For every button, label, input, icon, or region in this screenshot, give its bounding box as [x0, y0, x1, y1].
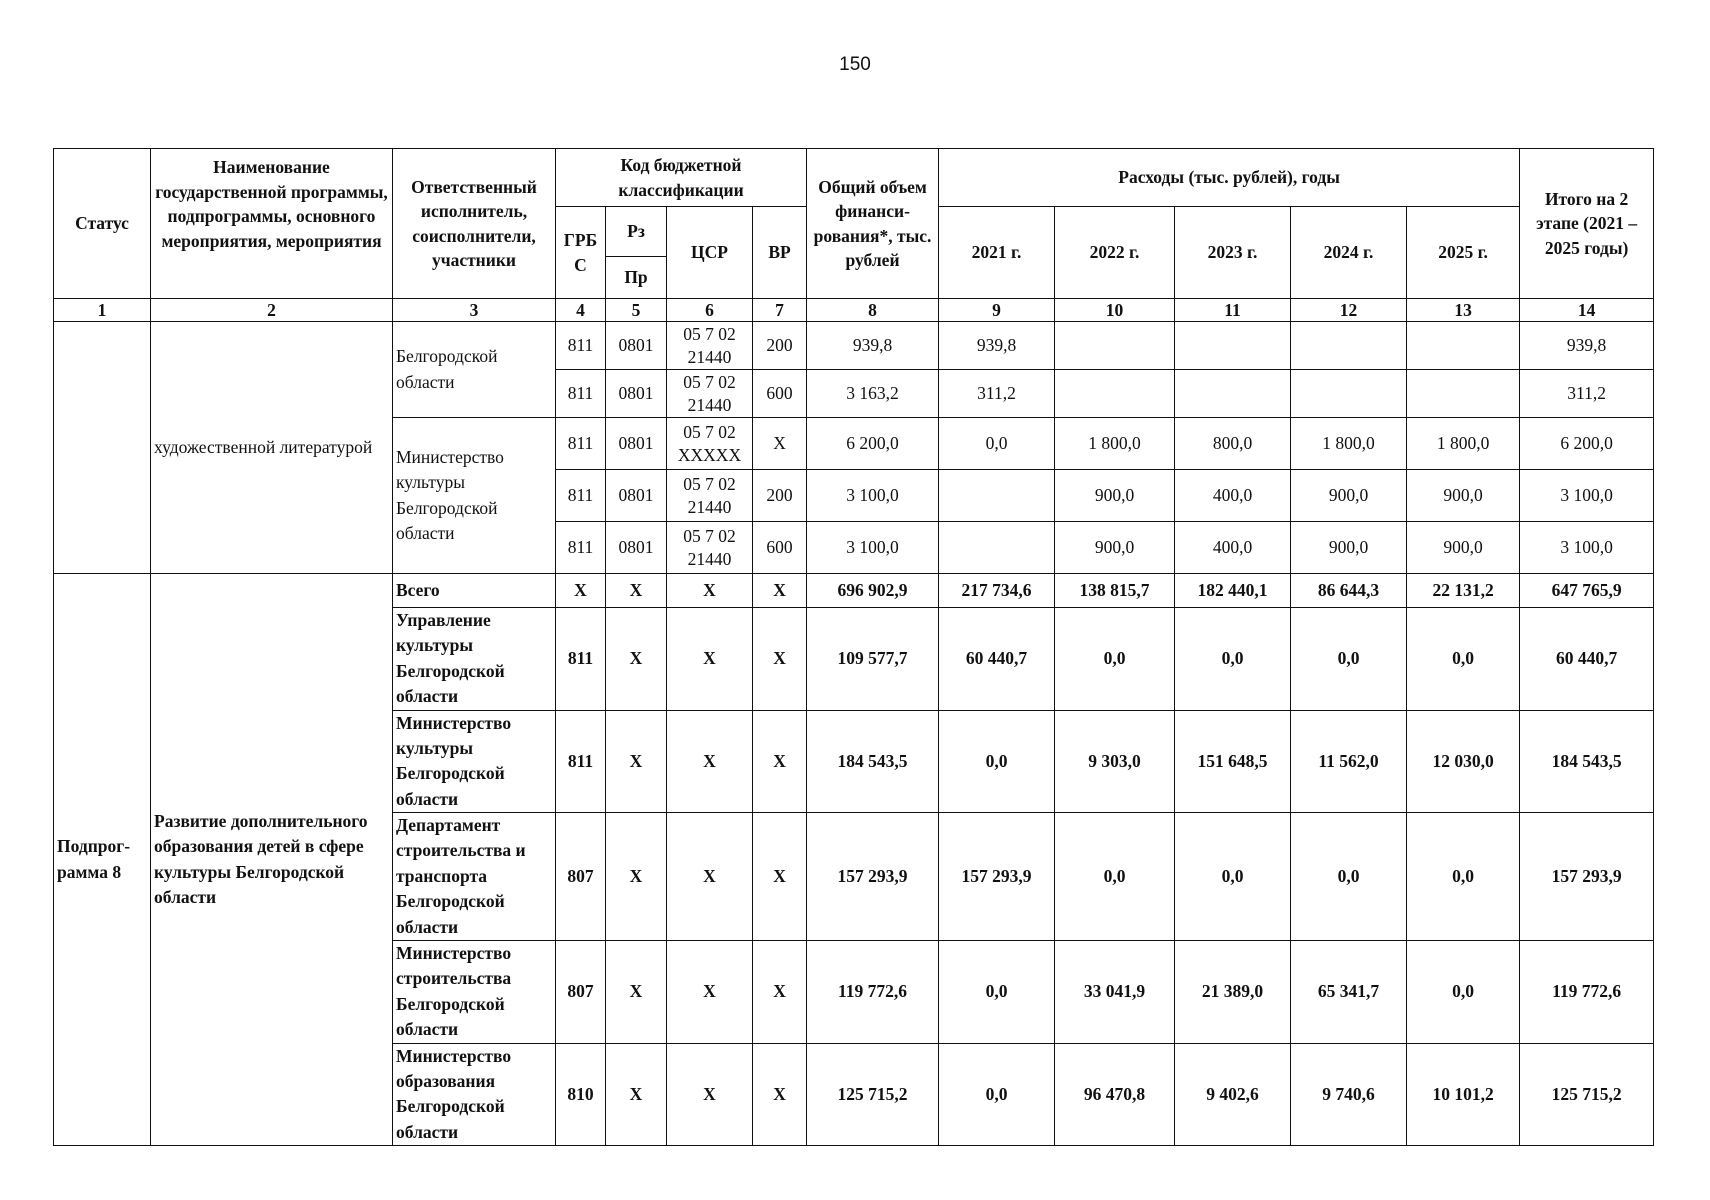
- total-cell: 3 100,0: [807, 470, 939, 522]
- column-number: 10: [1055, 299, 1175, 322]
- stage-total-cell: 311,2: [1520, 370, 1654, 418]
- header-status: Статус: [54, 149, 151, 299]
- column-number: 7: [753, 299, 807, 322]
- year-2022-cell: 9 303,0: [1055, 710, 1175, 813]
- csr-cell: 05 7 02 21440: [667, 522, 753, 574]
- year-2021-cell: 0,0: [939, 710, 1055, 813]
- csr-cell: Х: [667, 574, 753, 608]
- executor-cell: Департамент строительства и транспорта Белгородской области: [393, 813, 556, 941]
- executor-cell: Министерство строительства Белгородской области: [393, 941, 556, 1044]
- year-2022-cell: 96 470,8: [1055, 1043, 1175, 1146]
- budget-table: [53, 148, 1654, 1146]
- stage-total-cell: 6 200,0: [1520, 418, 1654, 470]
- column-number: 4: [556, 299, 606, 322]
- csr-cell: Х: [667, 608, 753, 711]
- year-2023-cell: 182 440,1: [1175, 574, 1291, 608]
- year-2021-cell: [939, 470, 1055, 522]
- vr-cell: 200: [753, 470, 807, 522]
- year-2025-cell: 12 030,0: [1407, 710, 1520, 813]
- vr-cell: Х: [753, 941, 807, 1044]
- year-2022-cell: 33 041,9: [1055, 941, 1175, 1044]
- csr-cell: 05 7 02 XXXXX: [667, 418, 753, 470]
- executor-cell: Министерство образования Белгородской области: [393, 1043, 556, 1146]
- stage-total-cell: 157 293,9: [1520, 813, 1654, 941]
- total-cell: 3 163,2: [807, 370, 939, 418]
- year-2025-cell: 0,0: [1407, 941, 1520, 1044]
- grbs-cell: 811: [556, 470, 606, 522]
- year-2024-cell: 86 644,3: [1291, 574, 1407, 608]
- event-name: художественной литературой: [151, 322, 393, 574]
- total-cell: 939,8: [807, 322, 939, 370]
- year-2022-cell: 1 800,0: [1055, 418, 1175, 470]
- executor-cell: Министерство культуры Белгородской области: [393, 710, 556, 813]
- column-number: 8: [807, 299, 939, 322]
- year-2024-cell: 1 800,0: [1291, 418, 1407, 470]
- column-number: 13: [1407, 299, 1520, 322]
- year-2025-cell: [1407, 322, 1520, 370]
- year-2025-cell: 1 800,0: [1407, 418, 1520, 470]
- rz-cell: 0801: [606, 522, 667, 574]
- header-total-volume: Общий объем финанси-рования*, тыс. рублей: [807, 149, 939, 299]
- year-2025-cell: 0,0: [1407, 813, 1520, 941]
- table-row: [54, 574, 1654, 608]
- vr-cell: 200: [753, 322, 807, 370]
- executor-cell: Министерство культуры Белгородской области: [393, 418, 556, 574]
- column-number: 11: [1175, 299, 1291, 322]
- vr-cell: Х: [753, 813, 807, 941]
- header-executor: Ответственный исполнитель, соисполнители, участники: [393, 149, 556, 299]
- column-number: 1: [54, 299, 151, 322]
- header-year-2025: 2025 г.: [1407, 207, 1520, 299]
- grbs-cell: 811: [556, 710, 606, 813]
- rz-cell: Х: [606, 941, 667, 1044]
- year-2021-cell: 0,0: [939, 941, 1055, 1044]
- total-cell: 3 100,0: [807, 522, 939, 574]
- year-2023-cell: 0,0: [1175, 608, 1291, 711]
- stage-total-cell: 3 100,0: [1520, 522, 1654, 574]
- total-cell: 157 293,9: [807, 813, 939, 941]
- year-2024-cell: 9 740,6: [1291, 1043, 1407, 1146]
- year-2021-cell: 217 734,6: [939, 574, 1055, 608]
- column-number: 6: [667, 299, 753, 322]
- stage-total-cell: 3 100,0: [1520, 470, 1654, 522]
- vr-cell: Х: [753, 1043, 807, 1146]
- subprogram-name: Развитие дополнительного образования детей в сфере культуры Белгородской области: [151, 574, 393, 1146]
- year-2023-cell: 151 648,5: [1175, 710, 1291, 813]
- grbs-cell: 811: [556, 370, 606, 418]
- year-2022-cell: 0,0: [1055, 608, 1175, 711]
- year-2023-cell: [1175, 322, 1291, 370]
- year-2021-cell: 939,8: [939, 322, 1055, 370]
- total-cell: 109 577,7: [807, 608, 939, 711]
- vr-cell: Х: [753, 574, 807, 608]
- stage-total-cell: 939,8: [1520, 322, 1654, 370]
- csr-cell: 05 7 02 21440: [667, 322, 753, 370]
- grbs-cell: 811: [556, 522, 606, 574]
- csr-cell: Х: [667, 1043, 753, 1146]
- year-2022-cell: 0,0: [1055, 813, 1175, 941]
- grbs-cell: 807: [556, 941, 606, 1044]
- column-number: 12: [1291, 299, 1407, 322]
- year-2023-cell: 400,0: [1175, 470, 1291, 522]
- header-name: Наименование государственной программы, подпрограммы, основного мероприятия, мероприятия: [151, 149, 393, 299]
- rz-cell: Х: [606, 710, 667, 813]
- grbs-cell: 811: [556, 608, 606, 711]
- year-2021-cell: 0,0: [939, 1043, 1055, 1146]
- vr-cell: 600: [753, 522, 807, 574]
- year-2024-cell: [1291, 370, 1407, 418]
- stage-total-cell: 119 772,6: [1520, 941, 1654, 1044]
- grbs-cell: 810: [556, 1043, 606, 1146]
- year-2022-cell: 138 815,7: [1055, 574, 1175, 608]
- year-2025-cell: [1407, 370, 1520, 418]
- year-2025-cell: 900,0: [1407, 522, 1520, 574]
- year-2024-cell: [1291, 322, 1407, 370]
- status-cell: Подпрог- рамма 8: [54, 574, 151, 1146]
- executor-cell: Белгородской области: [393, 322, 556, 418]
- year-2021-cell: 311,2: [939, 370, 1055, 418]
- header-csr: ЦСР: [667, 207, 753, 299]
- year-2024-cell: 900,0: [1291, 522, 1407, 574]
- year-2021-cell: 0,0: [939, 418, 1055, 470]
- grbs-cell: 807: [556, 813, 606, 941]
- total-cell: 125 715,2: [807, 1043, 939, 1146]
- column-number: 9: [939, 299, 1055, 322]
- rz-cell: Х: [606, 574, 667, 608]
- rz-cell: Х: [606, 608, 667, 711]
- year-2022-cell: 900,0: [1055, 470, 1175, 522]
- header-rz: Рз: [606, 207, 667, 257]
- year-2022-cell: [1055, 370, 1175, 418]
- executor-cell: Всего: [393, 574, 556, 608]
- year-2025-cell: 0,0: [1407, 608, 1520, 711]
- header-year-2022: 2022 г.: [1055, 207, 1175, 299]
- rz-cell: 0801: [606, 470, 667, 522]
- stage-total-cell: 184 543,5: [1520, 710, 1654, 813]
- csr-cell: 05 7 02 21440: [667, 370, 753, 418]
- vr-cell: Х: [753, 608, 807, 711]
- rz-cell: 0801: [606, 370, 667, 418]
- year-2025-cell: 22 131,2: [1407, 574, 1520, 608]
- year-2023-cell: [1175, 370, 1291, 418]
- year-2023-cell: 0,0: [1175, 813, 1291, 941]
- csr-cell: Х: [667, 710, 753, 813]
- total-cell: 6 200,0: [807, 418, 939, 470]
- csr-cell: Х: [667, 813, 753, 941]
- rz-cell: Х: [606, 813, 667, 941]
- header-year-2023: 2023 г.: [1175, 207, 1291, 299]
- rz-cell: Х: [606, 1043, 667, 1146]
- header-stage-total: Итого на 2 этапе (2021 – 2025 годы): [1520, 149, 1654, 299]
- csr-cell: 05 7 02 21440: [667, 470, 753, 522]
- year-2024-cell: 900,0: [1291, 470, 1407, 522]
- year-2025-cell: 10 101,2: [1407, 1043, 1520, 1146]
- header-budget-code: Код бюджетной классификации: [556, 149, 807, 207]
- year-2023-cell: 400,0: [1175, 522, 1291, 574]
- year-2023-cell: 9 402,6: [1175, 1043, 1291, 1146]
- grbs-cell: Х: [556, 574, 606, 608]
- year-2021-cell: [939, 522, 1055, 574]
- column-number: 5: [606, 299, 667, 322]
- year-2021-cell: 60 440,7: [939, 608, 1055, 711]
- year-2024-cell: 11 562,0: [1291, 710, 1407, 813]
- csr-cell: Х: [667, 941, 753, 1044]
- vr-cell: Х: [753, 418, 807, 470]
- year-2022-cell: [1055, 322, 1175, 370]
- grbs-cell: 811: [556, 418, 606, 470]
- rz-cell: 0801: [606, 418, 667, 470]
- header-vr: ВР: [753, 207, 807, 299]
- header-grbs: ГРБ С: [556, 207, 606, 299]
- header-year-2024: 2024 г.: [1291, 207, 1407, 299]
- total-cell: 696 902,9: [807, 574, 939, 608]
- column-number: 3: [393, 299, 556, 322]
- header-pr: Пр: [606, 257, 667, 299]
- header-year-2021: 2021 г.: [939, 207, 1055, 299]
- year-2021-cell: 157 293,9: [939, 813, 1055, 941]
- year-2024-cell: 0,0: [1291, 608, 1407, 711]
- year-2023-cell: 21 389,0: [1175, 941, 1291, 1044]
- stage-total-cell: 647 765,9: [1520, 574, 1654, 608]
- total-cell: 184 543,5: [807, 710, 939, 813]
- stage-total-cell: 60 440,7: [1520, 608, 1654, 711]
- total-cell: 119 772,6: [807, 941, 939, 1044]
- vr-cell: Х: [753, 710, 807, 813]
- table-row: [54, 322, 1654, 370]
- status-cell: [54, 322, 151, 574]
- year-2024-cell: 0,0: [1291, 813, 1407, 941]
- year-2023-cell: 800,0: [1175, 418, 1291, 470]
- year-2025-cell: 900,0: [1407, 470, 1520, 522]
- rz-cell: 0801: [606, 322, 667, 370]
- column-number: 2: [151, 299, 393, 322]
- header-expenses: Расходы (тыс. рублей), годы: [939, 149, 1520, 207]
- year-2024-cell: 65 341,7: [1291, 941, 1407, 1044]
- stage-total-cell: 125 715,2: [1520, 1043, 1654, 1146]
- executor-cell: Управление культуры Белгородской области: [393, 608, 556, 711]
- column-number: 14: [1520, 299, 1654, 322]
- page-number: 150: [839, 54, 871, 75]
- year-2022-cell: 900,0: [1055, 522, 1175, 574]
- grbs-cell: 811: [556, 322, 606, 370]
- vr-cell: 600: [753, 370, 807, 418]
